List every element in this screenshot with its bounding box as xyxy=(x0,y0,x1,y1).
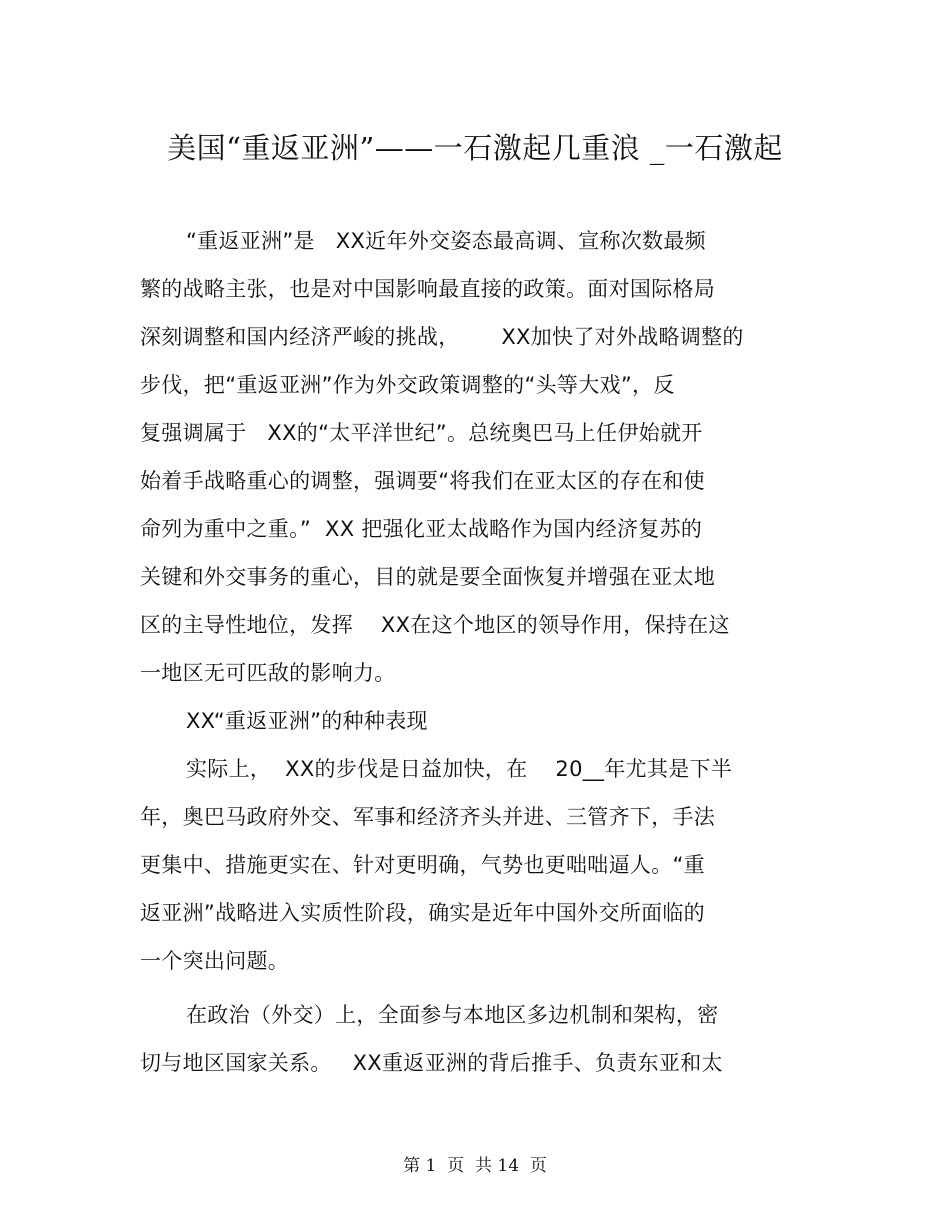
paragraph-line: 区的主导性地位，发挥 XX在这个地区的领导作用，保持在这 xyxy=(140,613,730,637)
paragraph-line: 实际上， XX的步伐是日益加快，在 20__年尤其是下半 xyxy=(186,757,733,781)
paragraph-line: 步伐，把“重返亚洲”作为外交政策调整的“头等大戏”，反 xyxy=(140,373,675,397)
paragraph-line: “重返亚洲”是 XX近年外交姿态最高调、宣称次数最频 xyxy=(186,229,706,253)
paragraph-line: 一个突出问题。 xyxy=(140,949,290,973)
paragraph-line: 深刻调整和国内经济严峻的挑战， XX加快了对外战略调整的 xyxy=(140,325,744,349)
paragraph-line: 切与地区国家关系。 XX重返亚洲的背后推手、负责东亚和太 xyxy=(140,1051,723,1075)
section-heading: XX“重返亚洲”的种种表现 xyxy=(186,709,428,733)
paragraph-line: 命列为重中之重。” XX 把强化亚太战略作为国内经济复苏的 xyxy=(140,517,703,541)
paragraph-line: 一地区无可匹敌的影响力。 xyxy=(140,661,396,685)
paragraph-line: 在政治（外交）上，全面参与本地区多边机制和架构，密 xyxy=(186,1003,719,1027)
paragraph-line: 始着手战略重心的调整，强调要“将我们在亚太区的存在和使 xyxy=(140,469,705,493)
paragraph-line: 关键和外交事务的重心，目的就是要全面恢复并增强在亚太地 xyxy=(140,565,716,589)
paragraph-line: 年，奥巴马政府外交、军事和经济齐头并进、三管齐下，手法 xyxy=(140,805,716,829)
paragraph-line: 返亚洲”战略进入实质性阶段，确实是近年中国外交所面临的 xyxy=(140,901,705,925)
paragraph-line: 复强调属于 XX的“太平洋世纪”。总统奥巴马上任伊始就开 xyxy=(140,421,703,445)
paragraph-line: 更集中、措施更实在、针对更明确，气势也更咄咄逼人。“重 xyxy=(140,853,705,877)
page-title: 美国“重返亚洲”——一石激起几重浪 _一石激起 xyxy=(167,131,783,165)
page-number-footer: 第 1 页 共 14 页 xyxy=(403,1156,547,1176)
paragraph-line: 繁的战略主张，也是对中国影响最直接的政策。面对国际格局 xyxy=(140,277,716,301)
